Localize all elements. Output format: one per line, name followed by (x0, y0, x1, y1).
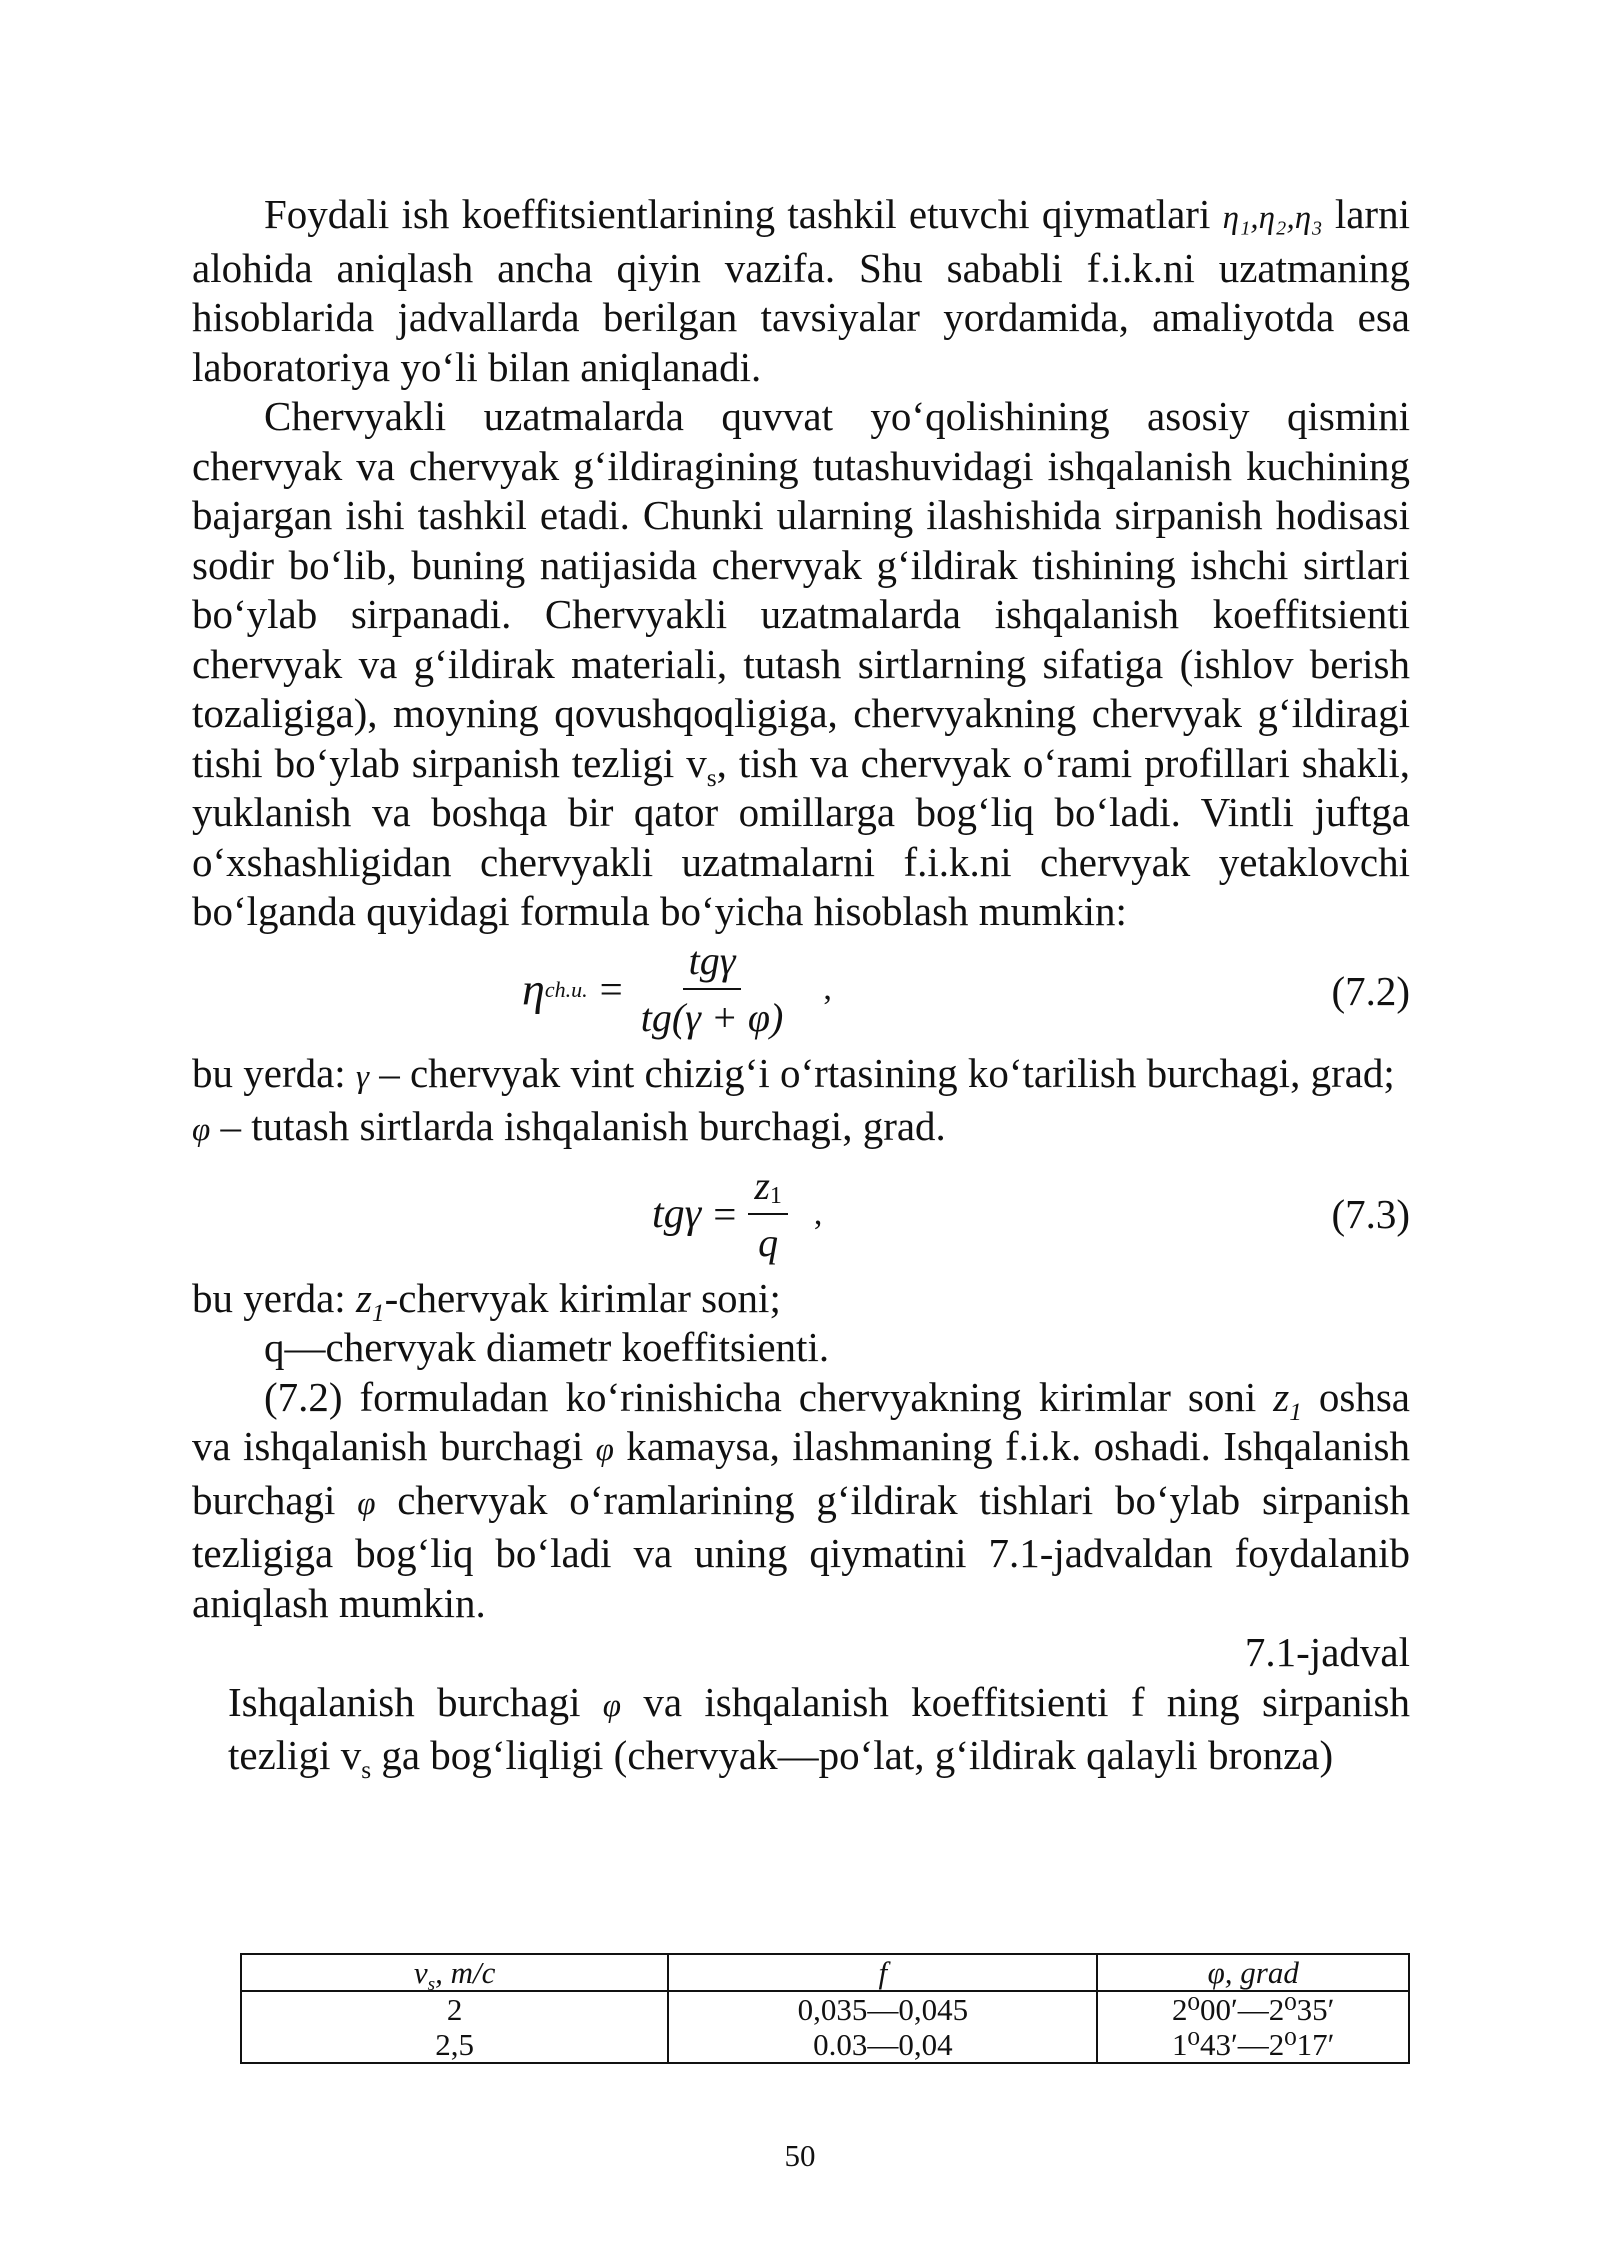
fraction-numerator-2 (748, 1162, 788, 1215)
cell-vs: 2 (241, 1991, 668, 2027)
z-definition: -chervyak kirimlar soni; (384, 1274, 781, 1321)
formula-7-3 (192, 1156, 1410, 1274)
formula-7-2-body (522, 937, 832, 1041)
fraction-numerator: tgγ (683, 937, 742, 990)
phi-definition: – tutash sirtlarda ishqalanish burchagi, grad. (210, 1103, 946, 1149)
formula-comma: , (823, 969, 832, 1007)
equation-number-7-3: (7.3) (1331, 1190, 1410, 1237)
paragraph-3 (192, 1373, 1410, 1629)
gamma-symbol: γ (355, 1058, 369, 1095)
tg-gamma: tgγ (652, 1190, 702, 1237)
paragraph-2 (192, 392, 1410, 937)
caption-text-c: ga bog‘liqligi (chervyak—po‘lat, g‘ildirak qalayli bronza) (371, 1732, 1334, 1778)
equals-sign-2: = (713, 1190, 737, 1237)
para3-text-b: oshsa va ishqalanish burchagi (192, 1373, 1410, 1469)
header-vs-unit: , m/c (435, 1955, 496, 1990)
formula-7-3-body (652, 1162, 822, 1266)
fraction-denominator: tg(γ + φ) (640, 994, 784, 1040)
where-lead-2: bu yerda: (192, 1274, 356, 1321)
eta-values: η₁,η₂,η₃ (1222, 200, 1323, 236)
table-row (241, 1991, 1409, 2027)
z-subscript-2: 1 (371, 1298, 385, 1327)
friction-table (240, 1953, 1410, 2064)
caption-phi: φ (602, 1687, 622, 1724)
where-block-1b (192, 1102, 1410, 1156)
z-subscript: 1 (769, 1182, 782, 1209)
z-symbol-3: z (1273, 1373, 1290, 1420)
header-f: f (668, 1954, 1097, 1991)
page-number: 50 (784, 2138, 816, 2173)
para3-text-c: kamaysa, ilashmaning f.i.k. oshadi. Ishqalanish burchagi (192, 1423, 1410, 1523)
eta-subscript: ch.u. (544, 976, 588, 1002)
caption-text-b: va ishqalanish koeffitsienti f ning sirpanish tezligi v (228, 1678, 1411, 1778)
cell-vs: 2,5 (241, 2027, 668, 2063)
gamma-definition: – chervyak vint chizig‘i o‘rtasining ko‘tarilish burchagi, grad; (368, 1049, 1395, 1096)
equation-number-7-2: (7.2) (1331, 967, 1410, 1014)
phi-symbol: φ (192, 1112, 211, 1148)
fraction-7-2 (635, 937, 790, 1041)
q-symbol: q (758, 1219, 779, 1265)
phi-symbol-2: φ (595, 1432, 614, 1468)
where-block-1 (192, 1049, 1410, 1103)
table-label-text: 7.1-jadval (1244, 1629, 1410, 1675)
cell-f: 0,035—0,045 (668, 1991, 1097, 2027)
cell-phi: 2⁰00ʹ—2⁰35ʹ (1097, 1991, 1409, 2027)
vs-subscript: s (706, 763, 717, 792)
para1-text2: larni alohida aniqlash ancha qiyin vazifa. Shu sababli f.i.k.ni uzatmaning hisoblarida jadvallarda berilgan tavsiyalar yordamida, amaliyotda esa laboratoriya yo‘li bilan aniqlanadi. (192, 191, 1410, 390)
formula-7-2 (192, 937, 1410, 1049)
equals-sign: = (599, 965, 623, 1012)
caption-text-a: Ishqalanish burchagi (228, 1678, 603, 1725)
formula-comma-2: , (813, 1194, 823, 1232)
q-definition (192, 1323, 1410, 1373)
caption-vs-subscript: s (361, 1756, 372, 1785)
q-definition-text: q—chervyak diametr koeffitsienti. (264, 1324, 830, 1370)
phi-symbol-3: φ (357, 1485, 376, 1522)
table-header-row (241, 1954, 1409, 1991)
table-row (241, 2027, 1409, 2063)
where-block-2 (192, 1274, 1410, 1327)
z-symbol-2: z (355, 1274, 372, 1321)
para1-text: Foydali ish koeffitsientlarining tashkil etuvchi qiymatlari (264, 191, 1223, 237)
where-lead: bu yerda: (192, 1049, 356, 1096)
eta-symbol: η (522, 963, 545, 1014)
para2-text-a: Chervyakli uzatmalarda quvvat yo‘qolishining asosiy qismini chervyak va chervyak g‘ildiragining tutashuvidagi ishqalanish kuchining bajargan ishi tashkil etadi. Chunki ularning ilashishida sirpanish hodisasi sodir bo‘lib, buning natijasida chervyak g‘ildirak tishining ishchi sirtlari bo‘ylab sirpanadi. Chervyakli uzatmalarda ishqalanish koeffitsienti chervyak va g‘ildirak materiali, tutash sirtlarning sifatiga (ishlov berish tozaligiga), moyning qovushqoqligiga, chervyakning chervyak g‘ildiragi tishi bo‘ylab sirpanish tezligi v (192, 393, 1410, 786)
fraction-7-3 (748, 1162, 788, 1266)
paragraph-1 (192, 190, 1410, 392)
para3-text-a: (7.2) formuladan ko‘rinishicha chervyakning kirimlar soni (264, 1373, 1274, 1420)
table-caption (192, 1678, 1411, 1785)
cell-f: 0.03—0,04 (668, 2027, 1097, 2063)
header-vs-v: v (413, 1955, 428, 1990)
text-column (192, 190, 1411, 1785)
header-vs (241, 1954, 668, 1996)
para3-text-d: chervyak o‘ramlarining g‘ildirak tishlari bo‘ylab sirpanish tezligiga bog‘liq bo‘ladi va uning qiymatini 7.1-jadvaldan foydalanib aniqlash mumkin. (192, 1476, 1410, 1626)
header-phi: φ, grad (1097, 1954, 1409, 1991)
z-subscript-3: 1 (1289, 1397, 1302, 1426)
para2-text-b: , tish va chervyak o‘rami profillari shakli, yuklanish va boshqa bir qator omillarga bog‘liq bo‘ladi. Vintli juftga o‘xshashligidan chervyakli uzatmalarni f.i.k.ni chervyak yetaklovchi bo‘lganda quyidagi formula bo‘yicha hisoblash mumkin: (192, 739, 1410, 934)
header-vs-sub: s (427, 1974, 436, 1996)
cell-phi: 1⁰43ʹ—2⁰17ʹ (1097, 2027, 1409, 2063)
table-label (192, 1628, 1410, 1678)
z-symbol: z (754, 1162, 770, 1208)
